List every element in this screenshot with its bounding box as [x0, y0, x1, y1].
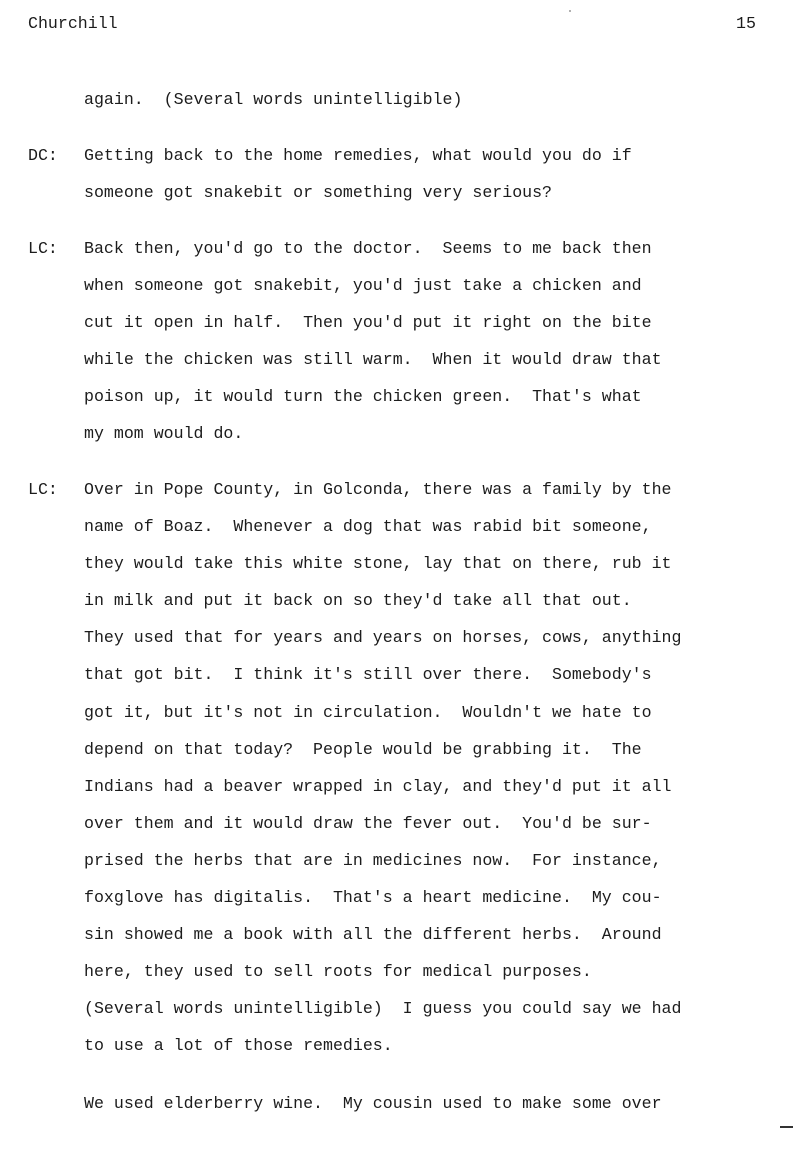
text-line: (Several words unintelligible) I guess you could say we had	[84, 999, 682, 1019]
text-line: when someone got snakebit, you'd just take a chicken and	[84, 276, 642, 296]
text-line: in milk and put it back on so they'd take all that out.	[84, 591, 632, 611]
text-line: Getting back to the home remedies, what would you do if	[84, 146, 632, 165]
paper-speck	[569, 10, 571, 12]
text-line: my mom would do.	[84, 424, 244, 444]
text-line: depend on that today? People would be grabbing it. The	[84, 739, 642, 759]
text-line: Back then, you'd go to the doctor. Seems to me back then	[84, 239, 652, 258]
text-line: here, they used to sell roots for medical purposes.	[84, 962, 592, 982]
speaker-label: LC:	[28, 480, 58, 499]
block-text	[84, 1085, 662, 1122]
text-line: poison up, it would turn the chicken green. That's what	[84, 387, 642, 407]
text-line: while the chicken was still warm. When it would draw that	[84, 350, 662, 370]
text-line: Indians had a beaver wrapped in clay, and they'd put it all	[84, 776, 672, 796]
text-line: cut it open in half. Then you'd put it right on the bite	[84, 313, 652, 333]
text-line: They used that for years and years on horses, cows, anything	[84, 628, 682, 648]
text-line: prised the herbs that are in medicines now. For instance,	[84, 850, 662, 870]
text-line: over them and it would draw the fever out. You'd be sur-	[84, 813, 652, 833]
text-line: they would take this white stone, lay that on there, rub it	[84, 554, 672, 574]
text-line: someone got snakebit or something very serious?	[84, 183, 553, 203]
page-number: 15	[736, 14, 756, 33]
text-line: We used elderberry wine. My cousin used to make some over	[84, 1094, 662, 1113]
page-edge-mark	[780, 1126, 793, 1128]
text-line: foxglove has digitalis. That's a heart medicine. My cou-	[84, 888, 662, 908]
speaker-label: LC:	[28, 239, 58, 258]
text-line: name of Boaz. Whenever a dog that was rabid bit someone,	[84, 517, 652, 537]
speaker-label: DC:	[28, 146, 58, 165]
block-text	[84, 230, 662, 453]
text-line: got it, but it's not in circulation. Wouldn't we hate to	[84, 702, 652, 722]
text-line: that got bit. I think it's still over there. Somebody's	[84, 665, 652, 685]
block-text	[84, 471, 681, 1065]
text-line: sin showed me a book with all the different herbs. Around	[84, 925, 662, 945]
block-text	[84, 137, 632, 211]
text-line: Over in Pope County, in Golconda, there was a family by the	[84, 480, 672, 499]
text-line: to use a lot of those remedies.	[84, 1036, 393, 1056]
block-text	[84, 81, 462, 118]
text-line: again. (Several words unintelligible)	[84, 90, 463, 109]
running-header-name: Churchill	[28, 14, 118, 33]
